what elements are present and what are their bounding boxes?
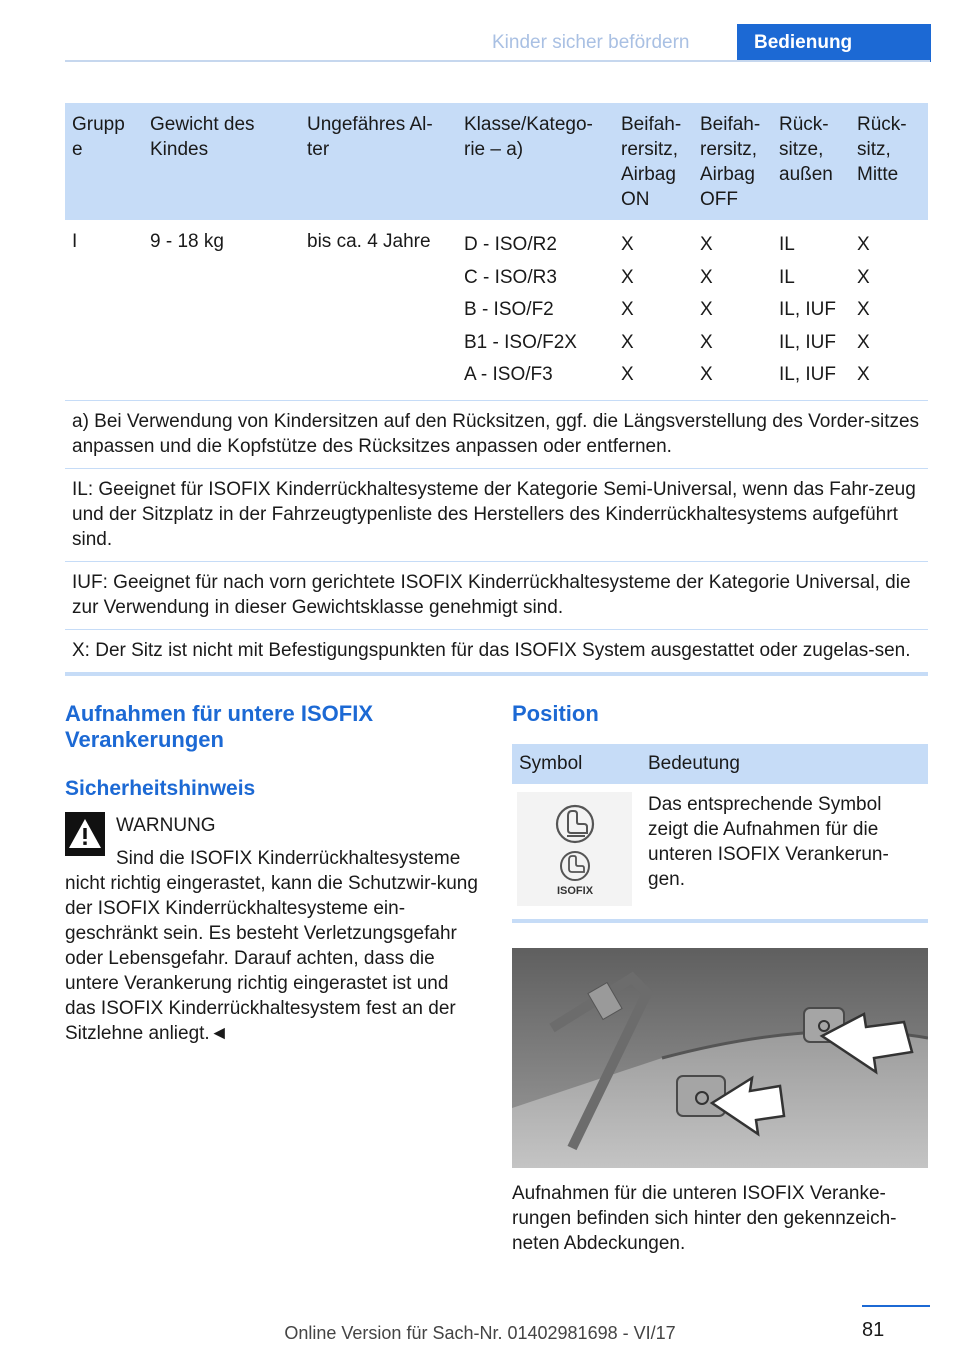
subheading-safety: Sicherheitshinweis	[65, 777, 256, 800]
header-group: Grupp e	[65, 103, 143, 220]
header-label: Beifah-rersitz, Airbag ON	[621, 114, 682, 210]
cell-passenger-on	[614, 220, 693, 400]
footnote-x: X: Der Sitz ist nicht mit Befestigungspunkten für das ISOFIX System ausgestattet oder zugelas-sen.	[65, 629, 928, 672]
passenger-on-entry: X	[621, 234, 634, 255]
class-entry: A - ISO/F3	[464, 364, 553, 385]
header-label: Beifah-rersitz, Airbag OFF	[700, 114, 761, 210]
cell-classes	[457, 220, 614, 400]
rear-outer-entry: IL, IUF	[779, 331, 837, 353]
rear-outer-entry: IL	[779, 266, 795, 288]
header-label: Klasse/Katego-rie – a)	[464, 114, 593, 160]
cell-group: I	[72, 231, 78, 252]
passenger-off-entry: X	[700, 331, 713, 353]
rear-outer-entry: IL, IUF	[779, 299, 837, 320]
class-entry: D - ISO/R2	[464, 234, 557, 255]
cell-symbol	[512, 784, 641, 914]
figure-caption: Aufnahmen für die unteren ISOFIX Veranke-rungen befinden sich hinter den gekennzeich-neten Abdeckungen.	[512, 1183, 897, 1254]
passenger-on-entry: X	[621, 364, 634, 385]
rear-middle-entry: X	[857, 364, 870, 385]
cell-age: bis ca. 4 Jahre	[307, 231, 431, 252]
header-class	[457, 103, 614, 220]
isofix-symbol	[517, 792, 632, 906]
passenger-on-entry: X	[621, 299, 634, 320]
header-symbol: Symbol	[512, 744, 641, 784]
header-passenger-on	[614, 103, 693, 220]
page-number: 81	[862, 1319, 885, 1341]
footnote-il: IL: Geeignet für ISOFIX Kinderrückhaltesysteme der Kategorie Semi-Universal, wenn das Fahr-zeug und der Sitzplatz in der Fahrzeugtypenliste des Herstellers des Kinderrückhaltesystems aufgeführt sind.	[65, 468, 928, 561]
footer-rule	[862, 1305, 930, 1307]
footer-text: Online Version für Sach-Nr. 01402981698 - VI/17	[284, 1323, 676, 1343]
cell-weight: 9 - 18 kg	[150, 231, 224, 252]
isofix-label: ISOFIX	[556, 885, 594, 897]
passenger-off-entry: X	[700, 299, 713, 320]
running-header-section: Kinder sicher befördern	[492, 32, 690, 53]
rear-middle-entry: X	[857, 234, 870, 255]
footnote-iuf: IUF: Geeignet für nach vorn gerichtete ISOFIX Kinderrückhaltesysteme der Kategorie Universal, die zur Verwendung in dieser Gewichtsklasse genehmigt sind.	[65, 561, 928, 629]
running-header-tab: Bedienung	[737, 24, 931, 62]
header-rear-middle	[850, 103, 928, 220]
header-rear-outer	[772, 103, 850, 220]
header-label: Rück-sitz, Mitte	[857, 114, 907, 185]
cell-passenger-off	[693, 220, 772, 400]
rear-middle-entry: X	[857, 299, 870, 320]
header-passenger-off	[693, 103, 772, 220]
symbol-table-bottom-rule	[512, 919, 928, 923]
class-entry: C - ISO/R3	[464, 266, 557, 288]
table-header-row	[512, 744, 928, 784]
cell-rear-outer	[772, 220, 850, 400]
passenger-off-entry: X	[700, 266, 713, 288]
header-meaning: Bedeutung	[641, 744, 928, 784]
footnote-a: a) Bei Verwendung von Kindersitzen auf den Rücksitzen, ggf. die Längsverstellung des Vorder-sitzes anpassen und die Kopfstütze des Rücksitzes anpassen oder entfernen.	[65, 400, 928, 468]
header-rule	[65, 60, 930, 62]
class-entry: B - ISO/F2	[464, 299, 554, 320]
table-bottom-rule	[65, 672, 928, 676]
cell-meaning: Das entsprechende Symbol zeigt die Aufnahmen für die unteren ISOFIX Verankerun-gen.	[648, 794, 889, 890]
header-label: Gewicht des Kindes	[150, 114, 255, 160]
header-age	[300, 103, 457, 220]
passenger-off-entry: X	[700, 234, 713, 255]
class-entry: B1 - ISO/F2X	[464, 331, 577, 353]
rear-outer-entry: IL	[779, 234, 795, 255]
table-row	[65, 220, 928, 400]
isofix-seat-icon	[517, 792, 632, 906]
section-heading-isofix: Aufnahmen für untere ISOFIX Verankerungen	[65, 701, 374, 752]
warning-text: Sind die ISOFIX Kinderrückhaltesysteme nicht richtig eingerastet, kann die Schutzwir-kung der ISOFIX Kinderrückhaltesysteme ein-geschränkt sein. Es besteht Verletzungsgefahr oder Lebensgefahr. Darauf achten, dass die untere Verankerung richtig eingerastet ist und das ISOFIX Kinderrückhaltesystem fest an der Sitzlehne anliegt.◄	[65, 848, 478, 1044]
header-weight	[143, 103, 300, 220]
warning-title: WARNUNG	[116, 815, 216, 836]
table-row	[512, 784, 928, 914]
section-heading-position: Position	[512, 701, 599, 726]
symbol-table	[512, 744, 928, 914]
header-label: Ungefähres Al-ter	[307, 114, 433, 160]
isofix-compatibility-table	[65, 103, 928, 672]
header-label: Rück-sitze, außen	[779, 114, 833, 185]
rear-middle-entry: X	[857, 331, 870, 353]
rear-outer-entry: IL, IUF	[779, 364, 837, 385]
rear-middle-entry: X	[857, 266, 870, 288]
cell-rear-middle	[850, 220, 928, 400]
rear-seat-isofix-illustration	[512, 948, 928, 1168]
passenger-on-entry: X	[621, 331, 634, 353]
passenger-on-entry: X	[621, 266, 634, 288]
passenger-off-entry: X	[700, 364, 713, 385]
table-header-row	[65, 103, 928, 220]
